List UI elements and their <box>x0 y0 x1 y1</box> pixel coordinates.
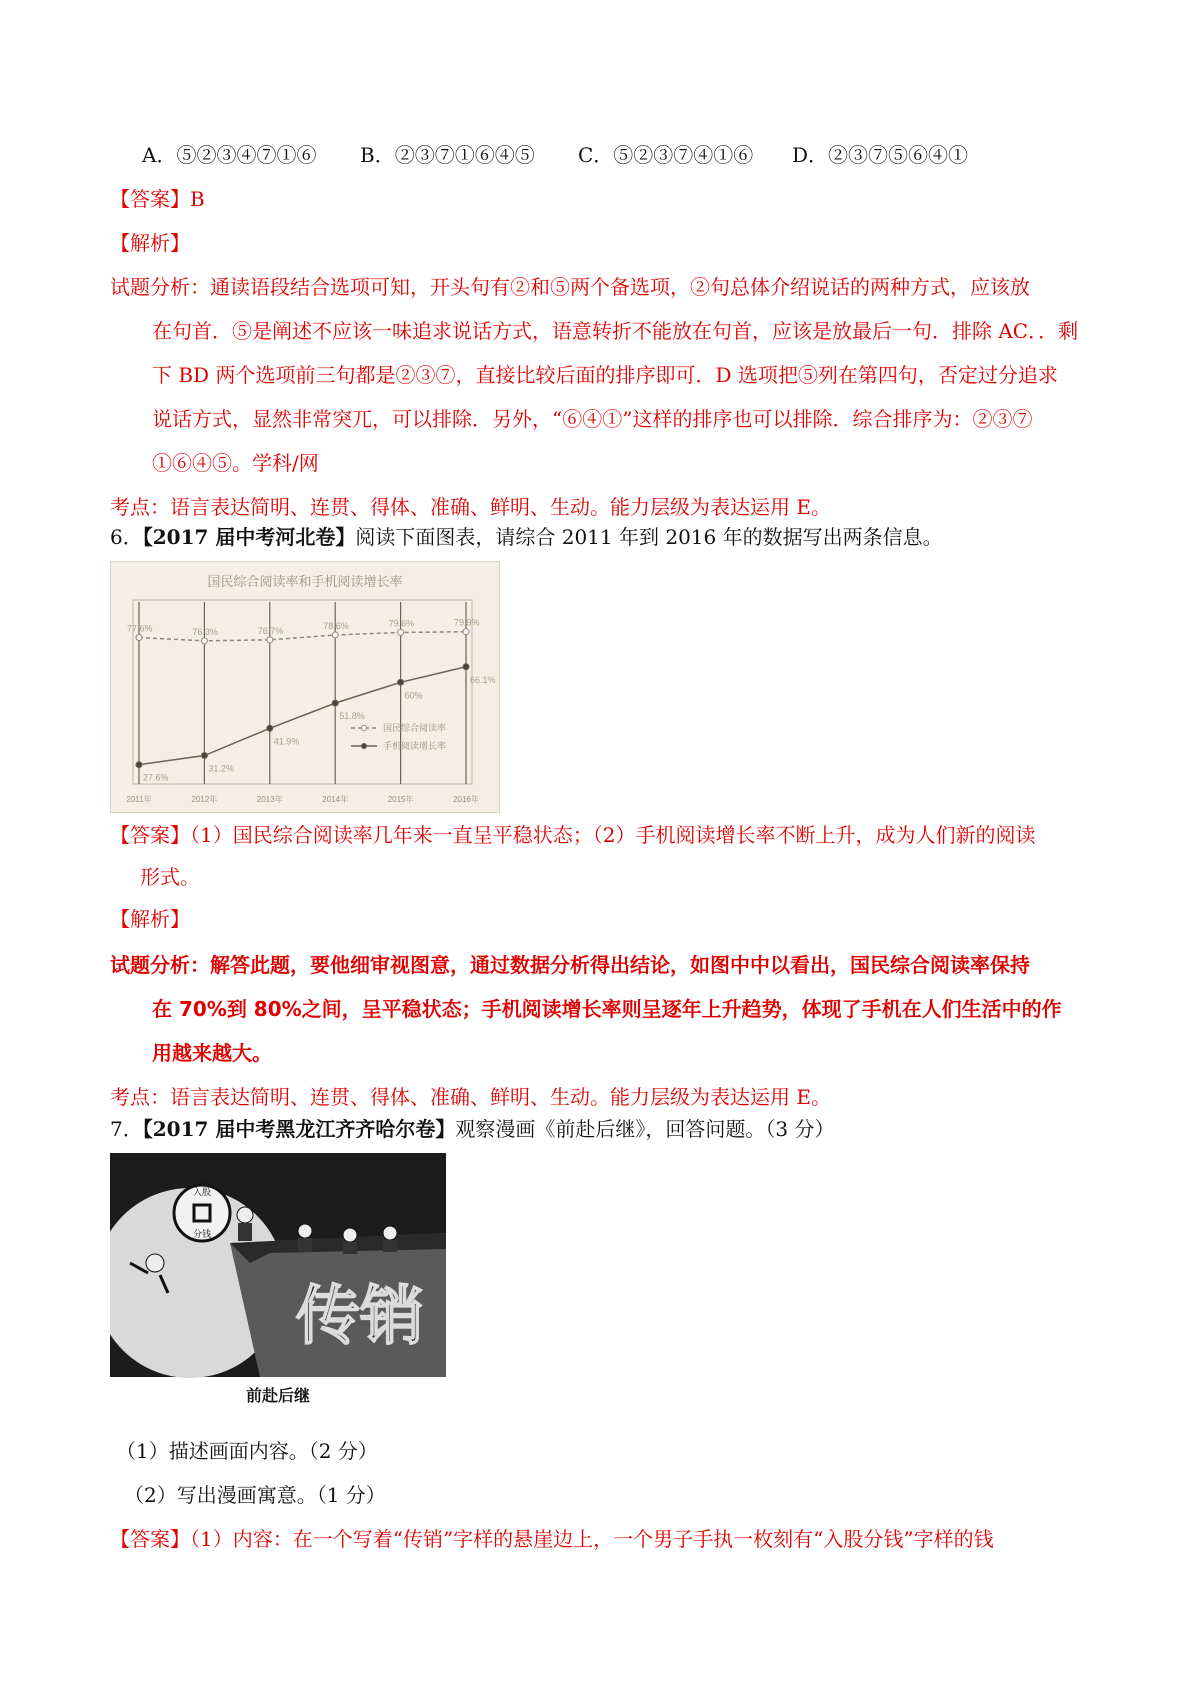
q5-analysis-tag: 【解析】 <box>110 231 190 255</box>
q6-kaodian: 考点：语言表达简明、连贯、得体、准确、鲜明、生动。能力层级为表达运用 E。 <box>110 1085 831 1109</box>
q5-analysis-line-4: 说话方式，显然非常突兀，可以排除．另外，“⑥④①”这样的排序也可以排除．综合排序为：②③⑦ <box>152 407 1033 431</box>
data-label: 51.8% <box>339 711 365 722</box>
data-point <box>332 700 338 706</box>
option-d: D．②③⑦⑤⑥④① <box>792 143 969 167</box>
comic-image <box>110 1153 446 1411</box>
q7-number: 7． <box>110 1117 143 1141</box>
data-label: 41.9% <box>273 736 300 747</box>
option-a: A．⑤②③④⑦①⑥ <box>142 143 317 167</box>
q6-stem-text: 阅读下面图表，请综合 2011 年到 2016 年的数据写出两条信息。 <box>355 525 943 549</box>
x-tick-label: 2011年 <box>126 795 152 804</box>
data-point <box>332 632 338 638</box>
comic-caption: 前赴后继 <box>245 1386 311 1405</box>
q7-stem-text: 观察漫画《前赴后继》，回答问题。（3 分） <box>455 1117 835 1141</box>
q5-analysis-line-1: 试题分析：通读语段结合选项可知，开头句有②和⑤两个备选项，②句总体介绍说话的两种方式，应该放 <box>110 275 1030 299</box>
data-point <box>201 753 207 759</box>
data-label: 31.2% <box>208 763 234 774</box>
x-tick-label: 2016年 <box>453 795 479 804</box>
data-label: 76.3% <box>192 626 218 637</box>
data-label: 60% <box>404 690 423 701</box>
q5-kaodian: 考点：语言表达简明、连贯、得体、准确、鲜明、生动。能力层级为表达运用 E。 <box>110 495 831 519</box>
q6-source: 【2017 届中考河北卷】 <box>142 525 356 549</box>
data-label: 77.6% <box>127 623 153 634</box>
x-tick-label: 2013年 <box>256 795 283 804</box>
x-tick-label: 2015年 <box>387 795 414 804</box>
data-point <box>136 635 142 641</box>
q6-stem <box>110 522 943 552</box>
legend-marker <box>362 744 367 749</box>
data-point <box>463 629 469 635</box>
option-b: B．②③⑦①⑥④⑤ <box>360 143 535 167</box>
q5-analysis-line-5: ①⑥④⑤。学科/网 <box>152 451 319 475</box>
option-c: C．⑤②③⑦④①⑥ <box>578 143 754 167</box>
chart-title: 国民综合阅读率和手机阅读增长率 <box>207 574 403 589</box>
series-line <box>139 632 466 641</box>
data-point <box>201 638 207 644</box>
q6-analysis-line-3: 用越来越大。 <box>152 1041 272 1065</box>
chart-svg <box>111 562 499 812</box>
data-label: 66.1% <box>470 674 496 685</box>
data-label: 78.6% <box>323 620 349 631</box>
coin-top-text: 入股 <box>192 1188 212 1198</box>
q6-analysis-line-2: 在 70%到 80%之间，呈平稳状态；手机阅读增长率则呈逐年上升趋势，体现了手机在人们生活中的作 <box>152 997 1062 1021</box>
q6-number: 6． <box>110 525 143 549</box>
q5-analysis-line-2: 在句首．⑤是阐述不应该一味追求说话方式，语意转折不能放在句首，应该是放最后一句．排除 AC．．剩 <box>152 319 1079 343</box>
data-label: 76.7% <box>257 625 284 636</box>
q7-source: 【2017 届中考黑龙江齐齐哈尔卷】 <box>142 1117 456 1141</box>
answer-value: B <box>190 187 205 211</box>
legend-label: 手机阅读增长率 <box>383 741 447 751</box>
data-point <box>463 664 469 670</box>
q7-sub-question-1: （1）描述画面内容。（2 分） <box>116 1439 378 1463</box>
data-label: 27.6% <box>143 772 169 783</box>
comic-svg <box>110 1153 446 1411</box>
reading-rate-chart <box>110 561 500 813</box>
data-point <box>267 725 273 731</box>
q6-answer-line-2: 形式。 <box>140 865 200 889</box>
answer-tag: 【答案】 <box>110 1527 190 1551</box>
q5-analysis-line-3: 下 BD 两个选项前三句都是②③⑦，直接比较后面的排序即可．D 选项把⑤列在第四句，否定过分追求 <box>152 363 1058 387</box>
data-point <box>398 679 404 685</box>
coin-bottom-text: 分钱 <box>192 1230 212 1240</box>
answer-tag: 【答案】 <box>110 187 190 211</box>
q6-answer-text-1: （1）国民综合阅读率几年来一直呈平稳状态；（2）手机阅读增长率不断上升，成为人们新的阅读 <box>190 823 1036 847</box>
legend-marker <box>362 726 367 731</box>
q7-sub-question-2: （2）写出漫画寓意。（1 分） <box>124 1483 386 1507</box>
legend-label: 国民综合阅读率 <box>383 723 447 733</box>
comic-big-text: 传销 <box>296 1280 424 1354</box>
q6-answer-line-1 <box>110 820 1035 850</box>
data-point <box>398 629 404 635</box>
data-label: 79.9% <box>454 617 480 628</box>
x-tick-label: 2014年 <box>322 795 349 804</box>
q7-stem <box>110 1114 834 1144</box>
q6-analysis-tag: 【解析】 <box>110 907 190 931</box>
data-point <box>267 637 273 643</box>
data-point <box>136 762 142 768</box>
q7-answer-line-1 <box>110 1524 994 1554</box>
q6-analysis-line-1: 试题分析：解答此题，要他细审视图意，通过数据分析得出结论，如图中中以看出，国民综合阅读率保持 <box>110 953 1030 977</box>
x-tick-label: 2012年 <box>191 795 218 804</box>
answer-tag: 【答案】 <box>110 823 190 847</box>
q5-answer <box>110 184 205 214</box>
q7-answer-text: （1）内容：在一个写着“传销”字样的悬崖边上，一个男子手执一枚刻有“入股分钱”字样的钱 <box>190 1527 994 1551</box>
data-label: 79.6% <box>388 618 415 629</box>
